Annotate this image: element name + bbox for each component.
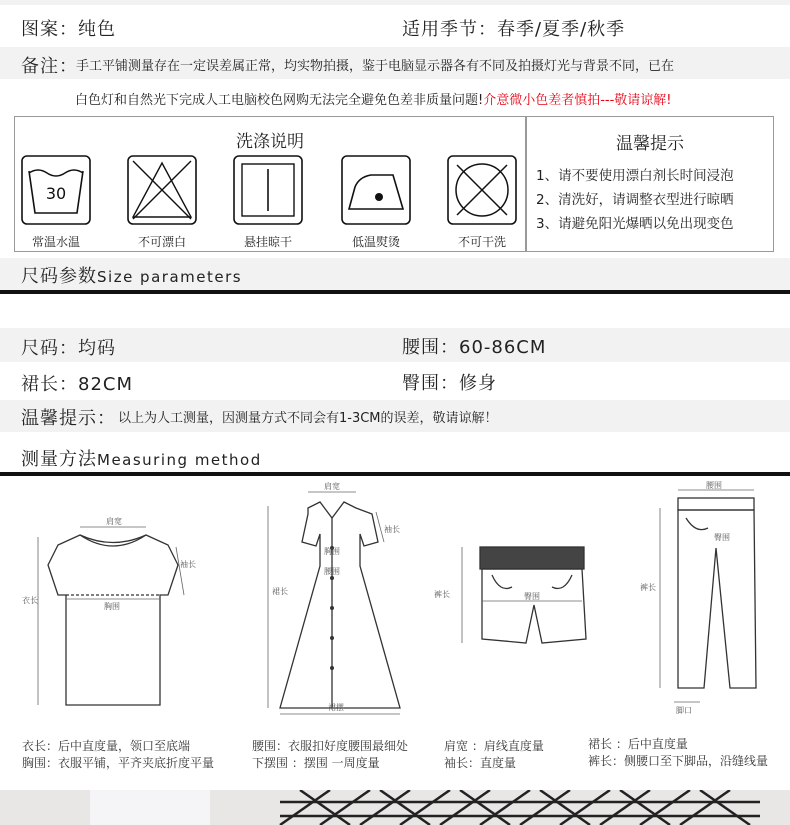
- size-heading-row: [0, 258, 790, 290]
- care-label-iron: 低温熨烫: [351, 235, 400, 249]
- size-heading-cn: 尺码参数: [21, 266, 97, 287]
- season-text: 适用季节：春季/夏季/秋季: [402, 19, 626, 40]
- waist-value: 腰围：60-86CM: [402, 337, 547, 358]
- tip-2: 2、清洗好，请调整衣型进行晾晒: [536, 192, 734, 208]
- pants-length-label: 裤长: [640, 583, 656, 592]
- skirt-length-value: 裙长：82CM: [21, 374, 134, 395]
- shorts-diagram: [430, 535, 590, 655]
- no-dry-clean-icon: [447, 155, 517, 225]
- caption-2b: 下摆围 ：摆围 一周度量: [252, 756, 380, 770]
- measuring-heading-cn: 测量方法: [21, 449, 97, 470]
- pants-diagram: [640, 478, 770, 718]
- low-iron-icon: [341, 155, 411, 225]
- note-line2-row: [0, 88, 790, 110]
- note-line1: 手工平铺测量存在一定误差属正常，均实物拍摄，鉴于电脑显示器各有不同及拍摄灯光与背景不同，已在: [76, 59, 675, 74]
- pants-waist-label: 腰围: [706, 481, 722, 490]
- caption-3b: 袖长：直度量: [444, 756, 517, 770]
- pattern-text: 图案：纯色: [21, 19, 116, 40]
- tips-box: [526, 116, 774, 252]
- shorts-length-label: 裤长: [434, 590, 450, 599]
- shirt-shoulder-label: 肩宽: [106, 517, 122, 526]
- tips-title: 温馨提示: [616, 134, 684, 154]
- dress-diagram: [250, 478, 420, 718]
- shirt-length-label: 衣长: [22, 596, 38, 605]
- dress-hem-label: 裙摆: [328, 703, 344, 712]
- note-line2: [75, 89, 672, 108]
- tip-1: 1、请不要使用漂白剂长时间浸泡: [536, 168, 734, 184]
- note-label: 备注：: [21, 56, 78, 77]
- hang-dry-icon: [233, 155, 303, 225]
- product-photo: [0, 790, 790, 825]
- dress-shoulder-label: 肩宽: [324, 482, 340, 491]
- size-tip-text: 以上为人工测量，因测量方式不同会有1-3CM的误差，敬请谅解！: [118, 411, 498, 426]
- note-line2-red: 介意微小色差者慎拍---敬请谅解!: [483, 93, 672, 108]
- measuring-heading-divider: [0, 472, 790, 476]
- dress-bust-label: 胸围: [324, 547, 340, 556]
- pants-hem-label: 脚口: [676, 706, 692, 715]
- size-heading: [21, 262, 242, 288]
- size-value: 尺码：均码: [21, 338, 116, 359]
- shirt-diagram: [18, 505, 208, 715]
- note-row: [0, 47, 790, 79]
- wash-30-icon: [21, 155, 91, 225]
- tip-3: 3、请避免阳光爆晒以免出现变色: [536, 216, 734, 232]
- size-tip-row: [0, 400, 790, 432]
- note-line2-plain: 白色灯和自然光下完成人工电脑校色网购无法完全避免色差非质量问题!: [75, 93, 484, 108]
- shirt-bust-label: 胸围: [104, 602, 120, 611]
- care-label-dryclean: 不可干洗: [457, 235, 506, 249]
- care-label-wash: 常温水温: [31, 235, 80, 249]
- size-tip-label: 温馨提示：: [21, 408, 116, 429]
- wash-temp: 30: [45, 184, 67, 203]
- caption-1a: 衣长：后中直度量，领口至底端: [22, 739, 191, 753]
- size-heading-divider: [0, 290, 790, 294]
- shorts-hip-label: 臀围: [524, 592, 540, 601]
- dress-sleeve-label: 袖长: [384, 525, 400, 534]
- shirt-sleeve-label: 袖长: [180, 560, 196, 569]
- caption-1b: 胸围：衣服平铺，平齐夹底折度平量: [22, 756, 215, 770]
- caption-4a: 裙长 ：后中直度量: [588, 737, 688, 751]
- caption-3a: 肩宽 ：肩线直度量: [444, 739, 544, 753]
- pants-hip-label: 臀围: [714, 533, 730, 542]
- size-row-1: [0, 328, 790, 362]
- pattern-season-row: [0, 12, 790, 44]
- caption-4b: 裤长：侧腰口至下脚品，沿缝线量: [588, 754, 769, 768]
- care-title: 洗涤说明: [236, 132, 304, 152]
- caption-2a: 腰围：衣服扣好度腰围最细处: [252, 739, 409, 753]
- care-label-dry: 悬挂晾干: [243, 235, 292, 249]
- size-heading-en: Size parameters: [97, 268, 243, 286]
- measuring-heading-en: Measuring method: [97, 451, 262, 469]
- measuring-heading: [21, 445, 262, 471]
- dress-waist-label: 腰围: [324, 567, 340, 576]
- no-bleach-icon: [127, 155, 197, 225]
- wire-basket-graphic: [0, 790, 790, 825]
- care-label-bleach: 不可漂白: [137, 235, 186, 249]
- size-row-2: [0, 365, 790, 397]
- top-cut-row: [0, 0, 790, 5]
- measuring-heading-row: [0, 442, 790, 472]
- dress-length-label: 裙长: [272, 587, 288, 596]
- care-instructions-box: [14, 116, 526, 252]
- hip-value: 臀围：修身: [402, 373, 497, 394]
